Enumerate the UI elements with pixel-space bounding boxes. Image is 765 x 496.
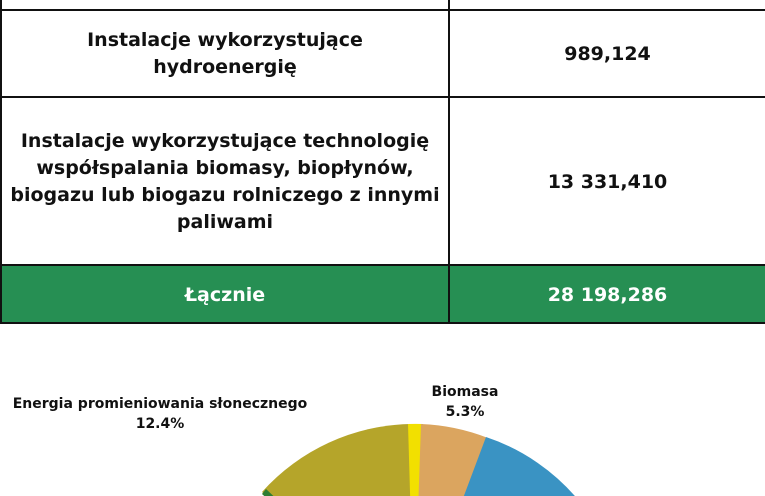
total-row [0, 266, 765, 323]
pie-slice-solar [262, 424, 414, 496]
total-label: Łącznie [184, 283, 266, 306]
row-name: Instalacje wykorzystujące hydroenergię [87, 29, 363, 78]
table-row [0, 98, 765, 266]
pie-label-solar-name: Energia promieniowania słonecznego [12, 396, 308, 412]
pie-svg [0, 324, 765, 496]
pie-chart [0, 324, 765, 496]
row-value: 989,124 [564, 42, 651, 65]
row-value: 13 331,410 [547, 170, 668, 193]
table-row [0, 11, 765, 97]
pie-label-biomass-name: Biomasa [431, 384, 499, 400]
pie-label-solar-pct: 12.4% [135, 416, 185, 432]
pie-label-biomass-pct: 5.3% [445, 404, 485, 420]
row-name: Instalacje wykorzystujące technologię współspalania biomasy, biopłynów, biogazu lub biogazu rolniczego z innymi paliwami [10, 130, 440, 233]
total-value: 28 198,286 [547, 283, 668, 306]
